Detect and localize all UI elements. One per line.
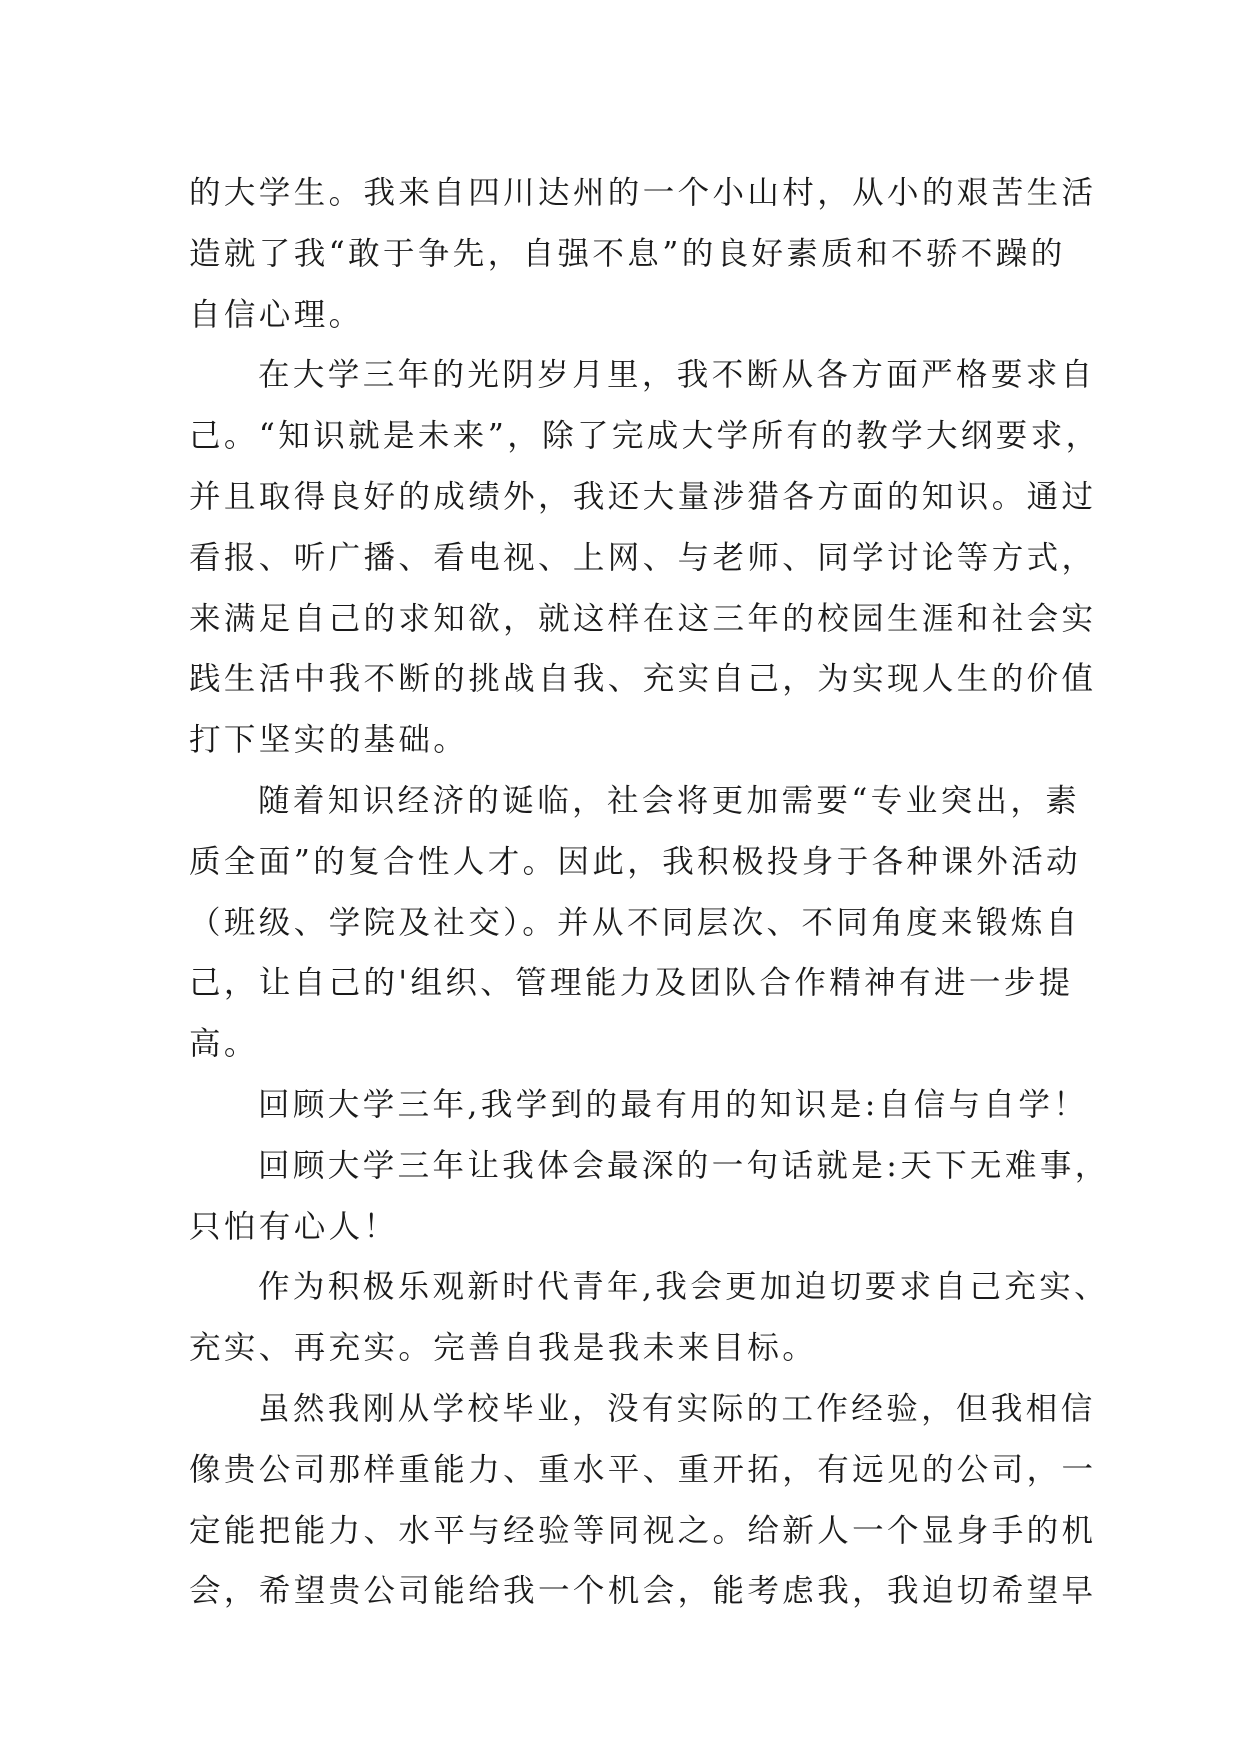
text-line: 造就了我“敢于争先，自强不息”的良好素质和不骄不躁的	[189, 235, 1066, 272]
paragraph	[189, 1379, 1097, 1622]
document-body	[189, 163, 1110, 1622]
paragraph	[189, 163, 1097, 345]
text-line: 自信心理。	[189, 296, 364, 333]
text-line: 回顾大学三年让我体会最深的一句话就是:天下无难事，	[258, 1147, 1110, 1184]
text-line: 己。“知识就是未来”，除了完成大学所有的教学大纲要求，	[189, 418, 1101, 455]
text-line: 定能把能力、水平与经验等同视之。给新人一个显身手的机	[189, 1512, 1097, 1549]
text-line: 己，让自己的'组织、管理能力及团队合作精神有进一步提	[189, 965, 1074, 1002]
text-line: 的大学生。我来自四川达州的一个小山村，从小的艰苦生活	[189, 175, 1097, 211]
paragraph	[189, 1257, 1110, 1379]
text-line: 践生活中我不断的挑战自我、充实自己，为实现人生的价值	[189, 661, 1097, 698]
text-line: 只怕有心人！	[189, 1208, 399, 1245]
text-line: 来满足自己的求知欲，就这样在这三年的校园生涯和社会实	[189, 600, 1097, 637]
text-line: 看报、听广播、看电视、上网、与老师、同学讨论等方式，	[189, 539, 1097, 576]
paragraph	[189, 771, 1082, 1075]
text-line: （班级、学院及社交）。并从不同层次、不同角度来锻炼自	[189, 904, 1081, 941]
text-line: 并且取得良好的成绩外，我还大量涉猎各方面的知识。通过	[189, 478, 1097, 515]
text-line: 回顾大学三年,我学到的最有用的知识是:自信与自学！	[258, 1086, 1089, 1123]
text-line: 随着知识经济的诞临，社会将更加需要“专业突出，素	[258, 782, 1081, 819]
text-line: 充实、再充实。完善自我是我未来目标。	[189, 1330, 818, 1367]
text-line: 高。	[189, 1026, 259, 1063]
text-line: 质全面”的复合性人才。因此，我积极投身于各种课外活动	[189, 843, 1082, 880]
text-line: 会，希望贵公司能给我一个机会，能考虑我，我迫切希望早	[189, 1573, 1097, 1610]
paragraph	[189, 345, 1101, 771]
text-line: 在大学三年的光阴岁月里，我不断从各方面严格要求自	[258, 357, 1096, 394]
paragraph	[189, 1136, 1110, 1258]
text-line: 虽然我刚从学校毕业，没有实际的工作经验，但我相信	[258, 1390, 1096, 1427]
text-line: 像贵公司那样重能力、重水平、重开拓，有远见的公司，一	[189, 1451, 1097, 1488]
text-line: 作为积极乐观新时代青年,我会更加迫切要求自己充实、	[258, 1269, 1110, 1306]
text-line: 打下坚实的基础。	[189, 722, 469, 759]
paragraph	[189, 1075, 1089, 1136]
